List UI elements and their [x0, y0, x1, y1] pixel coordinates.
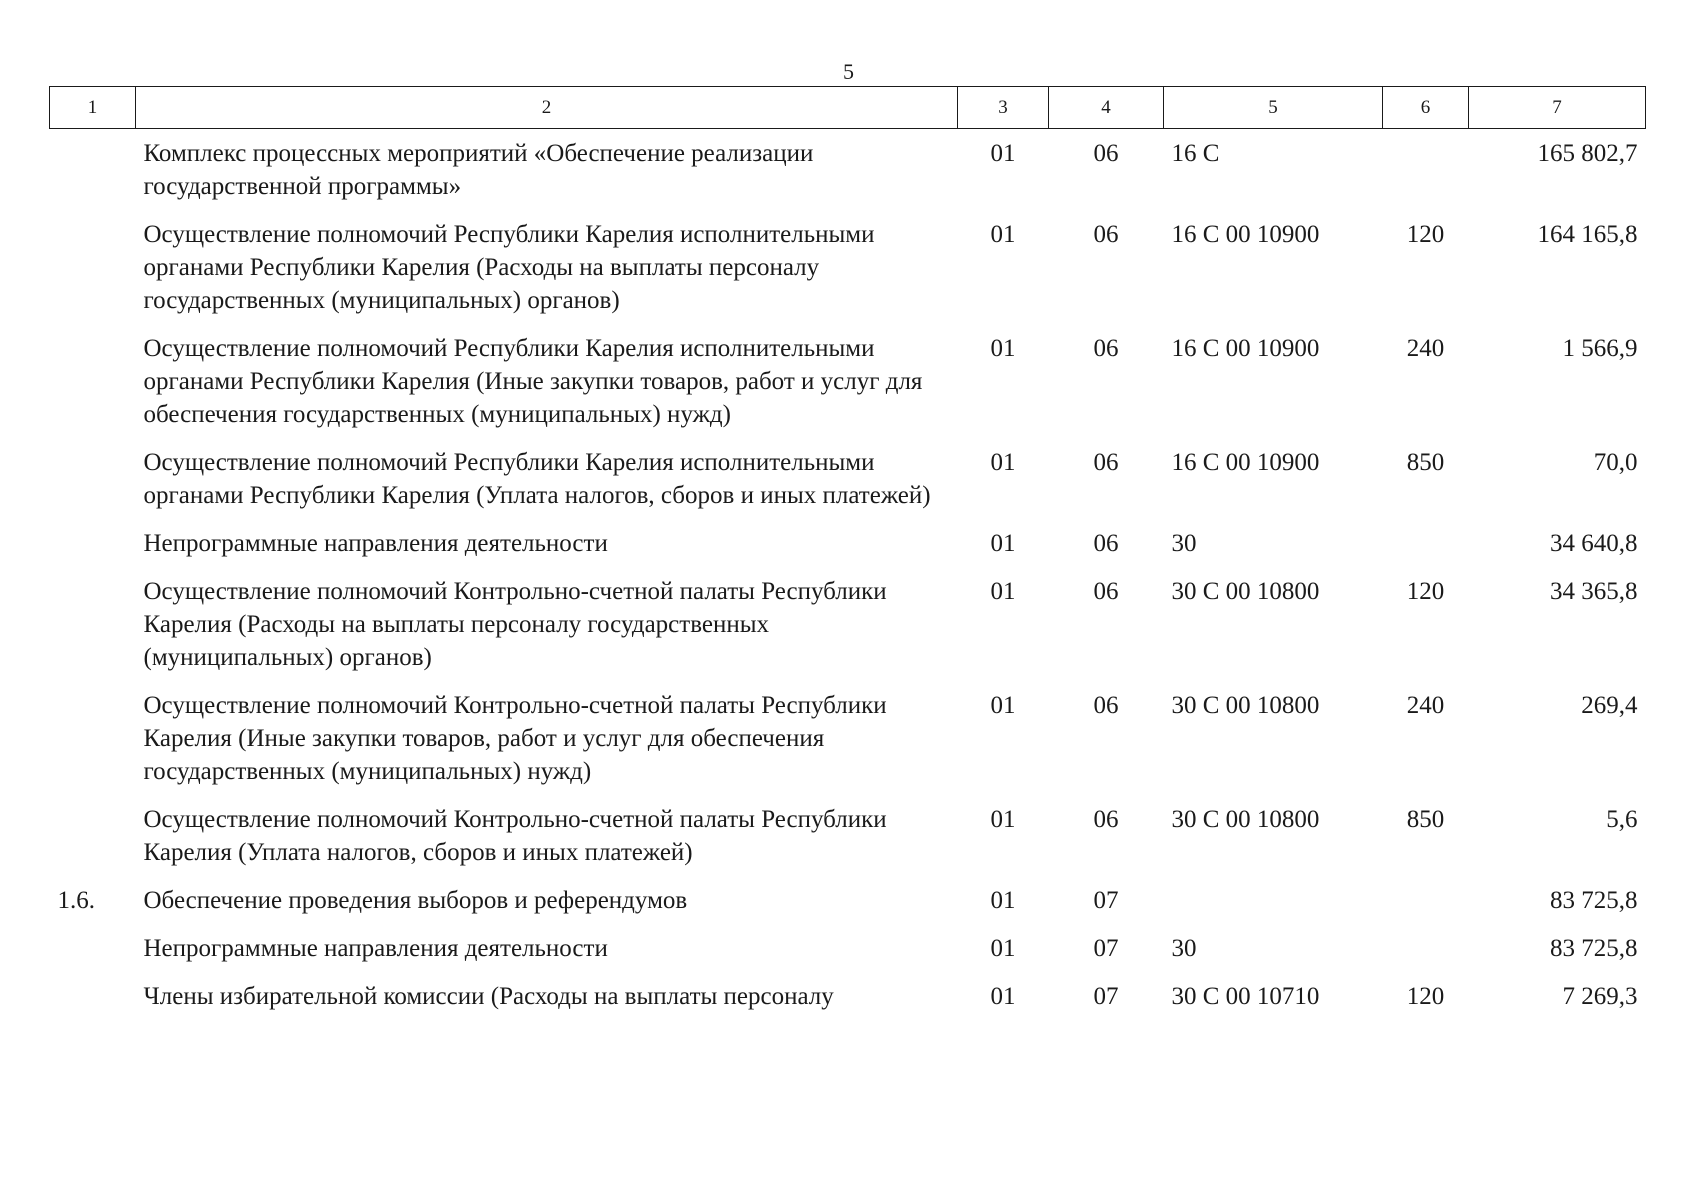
row-number [50, 973, 136, 1021]
table-body [50, 129, 1646, 1022]
header-row [50, 87, 1646, 129]
subsection-code: 06 [1093, 692, 1119, 719]
table-row [50, 325, 1646, 439]
expense-name: Осуществление полномочий Контрольно-счетной палаты Республики Карелия (Иные закупки товаров, работ и услуг для обеспечения государственных (муниципальных) нужд) [143, 692, 887, 785]
row-number [50, 129, 136, 212]
amount: 164 165,8 [1537, 221, 1638, 248]
header-cell-1: 1 [50, 87, 136, 129]
subsection-code: 06 [1093, 221, 1119, 248]
table-row [50, 973, 1646, 1021]
amount: 83 725,8 [1550, 935, 1638, 962]
subsection-code: 06 [1093, 806, 1119, 833]
amount: 269,4 [1581, 692, 1638, 719]
amount: 34 365,8 [1550, 578, 1638, 605]
header-cell-4: 4 [1049, 87, 1164, 129]
subsection-code: 06 [1093, 578, 1119, 605]
header-cell-2: 2 [136, 87, 958, 129]
section-code: 01 [990, 983, 1016, 1010]
row-number [50, 520, 136, 568]
row-number [50, 568, 136, 682]
target-article-code: 30 С 00 10800 [1171, 578, 1320, 605]
row-number [50, 211, 136, 325]
row-number [50, 682, 136, 796]
expense-type-code: 120 [1406, 578, 1445, 605]
section-code: 01 [990, 221, 1016, 248]
budget-table [49, 86, 1646, 1021]
amount: 7 269,3 [1562, 983, 1638, 1010]
target-article-code: 30 С 00 10800 [1171, 692, 1320, 719]
section-code: 01 [990, 887, 1016, 914]
table-row [50, 568, 1646, 682]
expense-name: Обеспечение проведения выборов и референдумов [143, 887, 688, 914]
header-cell-6: 6 [1383, 87, 1469, 129]
section-code: 01 [990, 806, 1016, 833]
table-row [50, 211, 1646, 325]
row-number: 1.6. [57, 887, 95, 914]
section-code: 01 [990, 935, 1016, 962]
table-row [50, 439, 1646, 520]
section-code: 01 [990, 140, 1016, 167]
section-code: 01 [990, 578, 1016, 605]
expense-name: Непрограммные направления деятельности [143, 530, 608, 557]
expense-name: Осуществление полномочий Контрольно-счетной палаты Республики Карелия (Расходы на выплаты персоналу государственных (муниципальных) органов) [143, 578, 887, 671]
expense-type-code: 120 [1406, 983, 1445, 1010]
section-code: 01 [990, 692, 1016, 719]
subsection-code: 06 [1093, 530, 1119, 557]
expense-type-code: 240 [1406, 335, 1445, 362]
page-number: 5 [843, 59, 854, 84]
expense-type-code [1383, 520, 1469, 568]
target-article-code: 30 С 00 10710 [1171, 983, 1320, 1010]
table-row [50, 520, 1646, 568]
expense-name: Члены избирательной комиссии (Расходы на выплаты персоналу [143, 983, 834, 1010]
expense-name: Осуществление полномочий Республики Карелия исполнительными органами Республики Карелия (Уплата налогов, сборов и иных платежей) [143, 449, 931, 509]
subsection-code: 07 [1093, 935, 1119, 962]
amount: 70,0 [1593, 449, 1638, 476]
target-article-code: 30 [1171, 530, 1197, 557]
subsection-code: 06 [1093, 140, 1119, 167]
row-number [50, 796, 136, 877]
section-code: 01 [990, 530, 1016, 557]
expense-name: Осуществление полномочий Контрольно-счетной палаты Республики Карелия (Уплата налогов, сборов и иных платежей) [143, 806, 887, 866]
header-cell-7: 7 [1469, 87, 1646, 129]
target-article-code: 16 С 00 10900 [1171, 221, 1320, 248]
expense-type-code: 120 [1406, 221, 1445, 248]
amount: 34 640,8 [1550, 530, 1638, 557]
subsection-code: 06 [1093, 449, 1119, 476]
target-article-code: 30 С 00 10800 [1171, 806, 1320, 833]
expense-type-code [1383, 877, 1469, 925]
target-article-code [1164, 877, 1383, 925]
expense-type-code [1383, 129, 1469, 212]
header-cell-5: 5 [1164, 87, 1383, 129]
expense-type-code: 850 [1406, 806, 1445, 833]
amount: 165 802,7 [1537, 140, 1638, 167]
expense-type-code: 850 [1406, 449, 1445, 476]
amount: 83 725,8 [1550, 887, 1638, 914]
target-article-code: 30 [1171, 935, 1197, 962]
table-row [50, 682, 1646, 796]
table-row [50, 877, 1646, 925]
expense-type-code: 240 [1406, 692, 1445, 719]
subsection-code: 07 [1093, 983, 1119, 1010]
target-article-code: 16 С [1171, 140, 1220, 167]
amount: 5,6 [1606, 806, 1638, 833]
target-article-code: 16 С 00 10900 [1171, 335, 1320, 362]
row-number [50, 325, 136, 439]
section-code: 01 [990, 335, 1016, 362]
expense-name: Комплекс процессных мероприятий «Обеспечение реализации государственной программы» [143, 140, 814, 200]
row-number [50, 925, 136, 973]
expense-type-code [1383, 925, 1469, 973]
amount: 1 566,9 [1562, 335, 1638, 362]
header-cell-3: 3 [958, 87, 1049, 129]
table-row [50, 129, 1646, 212]
expense-name: Осуществление полномочий Республики Карелия исполнительными органами Республики Карелия (Иные закупки товаров, работ и услуг для обеспечения государственных (муниципальных) нужд) [143, 335, 923, 428]
section-code: 01 [990, 449, 1016, 476]
subsection-code: 06 [1093, 335, 1119, 362]
expense-name: Непрограммные направления деятельности [143, 935, 608, 962]
table-row [50, 925, 1646, 973]
target-article-code: 16 С 00 10900 [1171, 449, 1320, 476]
expense-name: Осуществление полномочий Республики Карелия исполнительными органами Республики Карелия (Расходы на выплаты персоналу государственных (муниципальных) органов) [143, 221, 875, 314]
subsection-code: 07 [1093, 887, 1119, 914]
row-number [50, 439, 136, 520]
table-row [50, 796, 1646, 877]
